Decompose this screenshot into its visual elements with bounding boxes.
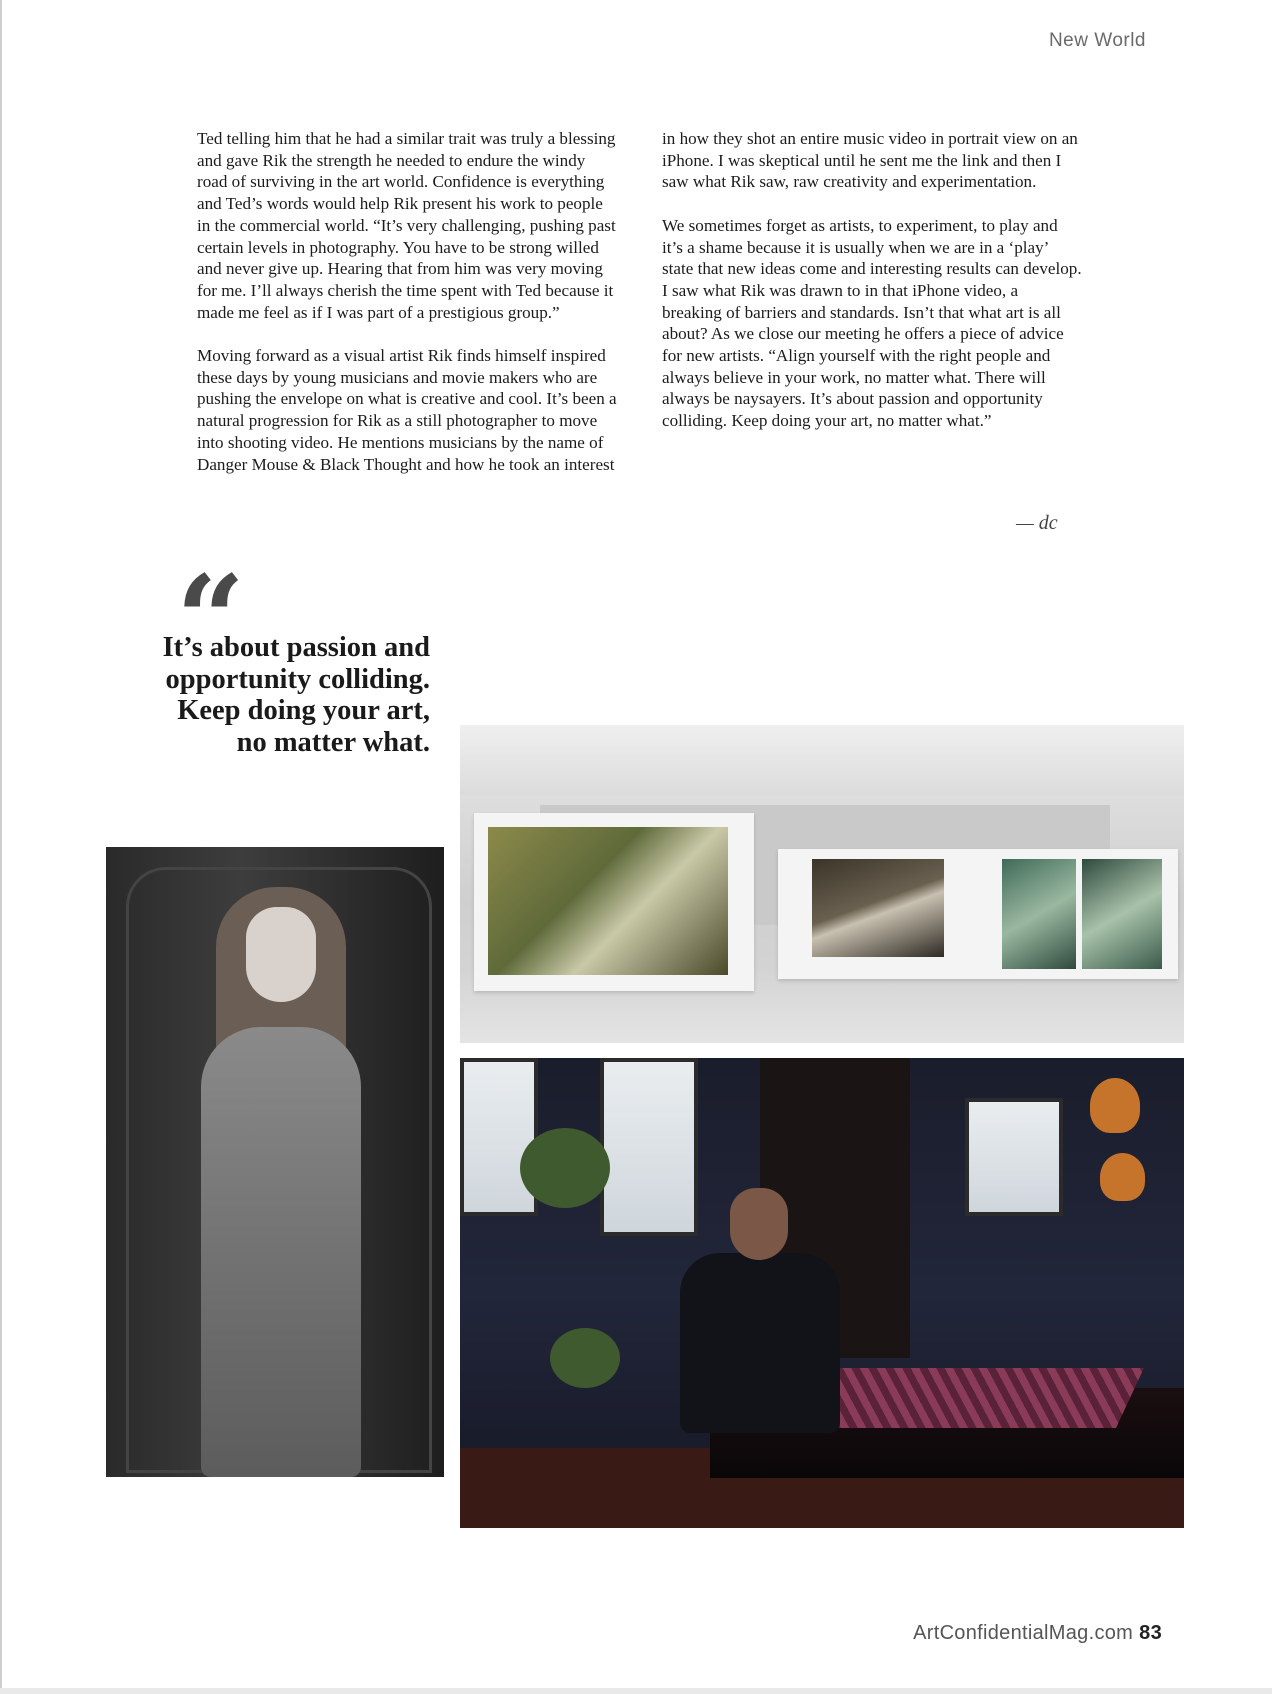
photo-subject-head xyxy=(730,1188,788,1260)
pull-quote: It’s about passion and opportunity colliding. Keep doing your art, no matter what. xyxy=(162,632,430,758)
article-column-right xyxy=(662,128,1082,454)
page-bottom-band xyxy=(0,1688,1272,1694)
gallery-ceiling xyxy=(460,725,1184,795)
section-header: New World xyxy=(1048,30,1146,51)
site-name: ArtConfidentialMag.com xyxy=(913,1622,1134,1644)
woman-portrait-photo xyxy=(106,847,444,1477)
photo-subject-face xyxy=(246,907,316,1002)
photo-window-left xyxy=(460,1058,538,1216)
page-footer xyxy=(913,1622,1162,1645)
artwork-river-abstract xyxy=(812,859,944,957)
article-paragraph: We sometimes forget as artists, to experiment, to play and it’s a shame because it is usually when we are in a ‘play’ state that new ideas come and interesting results can develop. I saw what Rik was drawn to in that iPhone video, a breaking of barriers and standards. Isn’t that what art is all about? As we close our meeting he offers a piece of advice for new artists. “Align yourself with the right people and always believe in your work, no matter what. There will always be naysayers. It’s about passion and opportunity colliding. Keep doing your art, no matter what.” xyxy=(662,215,1082,431)
man-portrait-photo xyxy=(460,1058,1184,1528)
photo-plant xyxy=(520,1128,610,1208)
photo-window-right xyxy=(965,1098,1063,1216)
quote-mark-icon: “ xyxy=(176,549,246,690)
photo-flower xyxy=(1090,1078,1140,1133)
page-number: 83 xyxy=(1139,1622,1162,1644)
article-column-left xyxy=(197,128,617,497)
photo-subject-body xyxy=(680,1253,840,1433)
gallery-panel-right xyxy=(778,849,1178,979)
gallery-panel-left xyxy=(474,813,754,991)
artwork-green-wave-2 xyxy=(1082,859,1162,969)
photo-plant xyxy=(550,1328,620,1388)
artwork-green-wave-1 xyxy=(1002,859,1076,969)
article-paragraph: Ted telling him that he had a similar trait was truly a blessing and gave Rik the strength he needed to endure the windy road of surviving in the art world. Confidence is everything and Ted’s words would help Rik present his work to people in the commercial world. “It’s very challenging, pushing past certain levels in photography. You have to be strong willed and never give up. Hearing that from him was very moving for me. I’ll always cherish the time spent with Ted because it made me feel as if I was part of a prestigious group.” xyxy=(197,129,616,322)
gallery-installation-photo xyxy=(460,725,1184,1043)
page-edge-rule xyxy=(0,0,2,1694)
photo-window-center xyxy=(600,1058,698,1236)
photo-subject-dress xyxy=(201,1027,361,1477)
author-signature: — dc xyxy=(1016,512,1058,534)
artwork-water-abstract xyxy=(488,827,728,975)
article-paragraph: Moving forward as a visual artist Rik finds himself inspired these days by young musicians and movie makers who are pushing the envelope on what is creative and cool. It’s been a natural progression for Rik as a still photographer to move into shooting video. He mentions musicians by the name of Danger Mouse & Black Thought and how he took an interest xyxy=(197,346,617,474)
article-paragraph: in how they shot an entire music video in portrait view on an iPhone. I was skeptical until he sent me the link and then I saw what Rik saw, raw creativity and experimentation. xyxy=(662,129,1078,192)
photo-flower xyxy=(1100,1153,1145,1201)
